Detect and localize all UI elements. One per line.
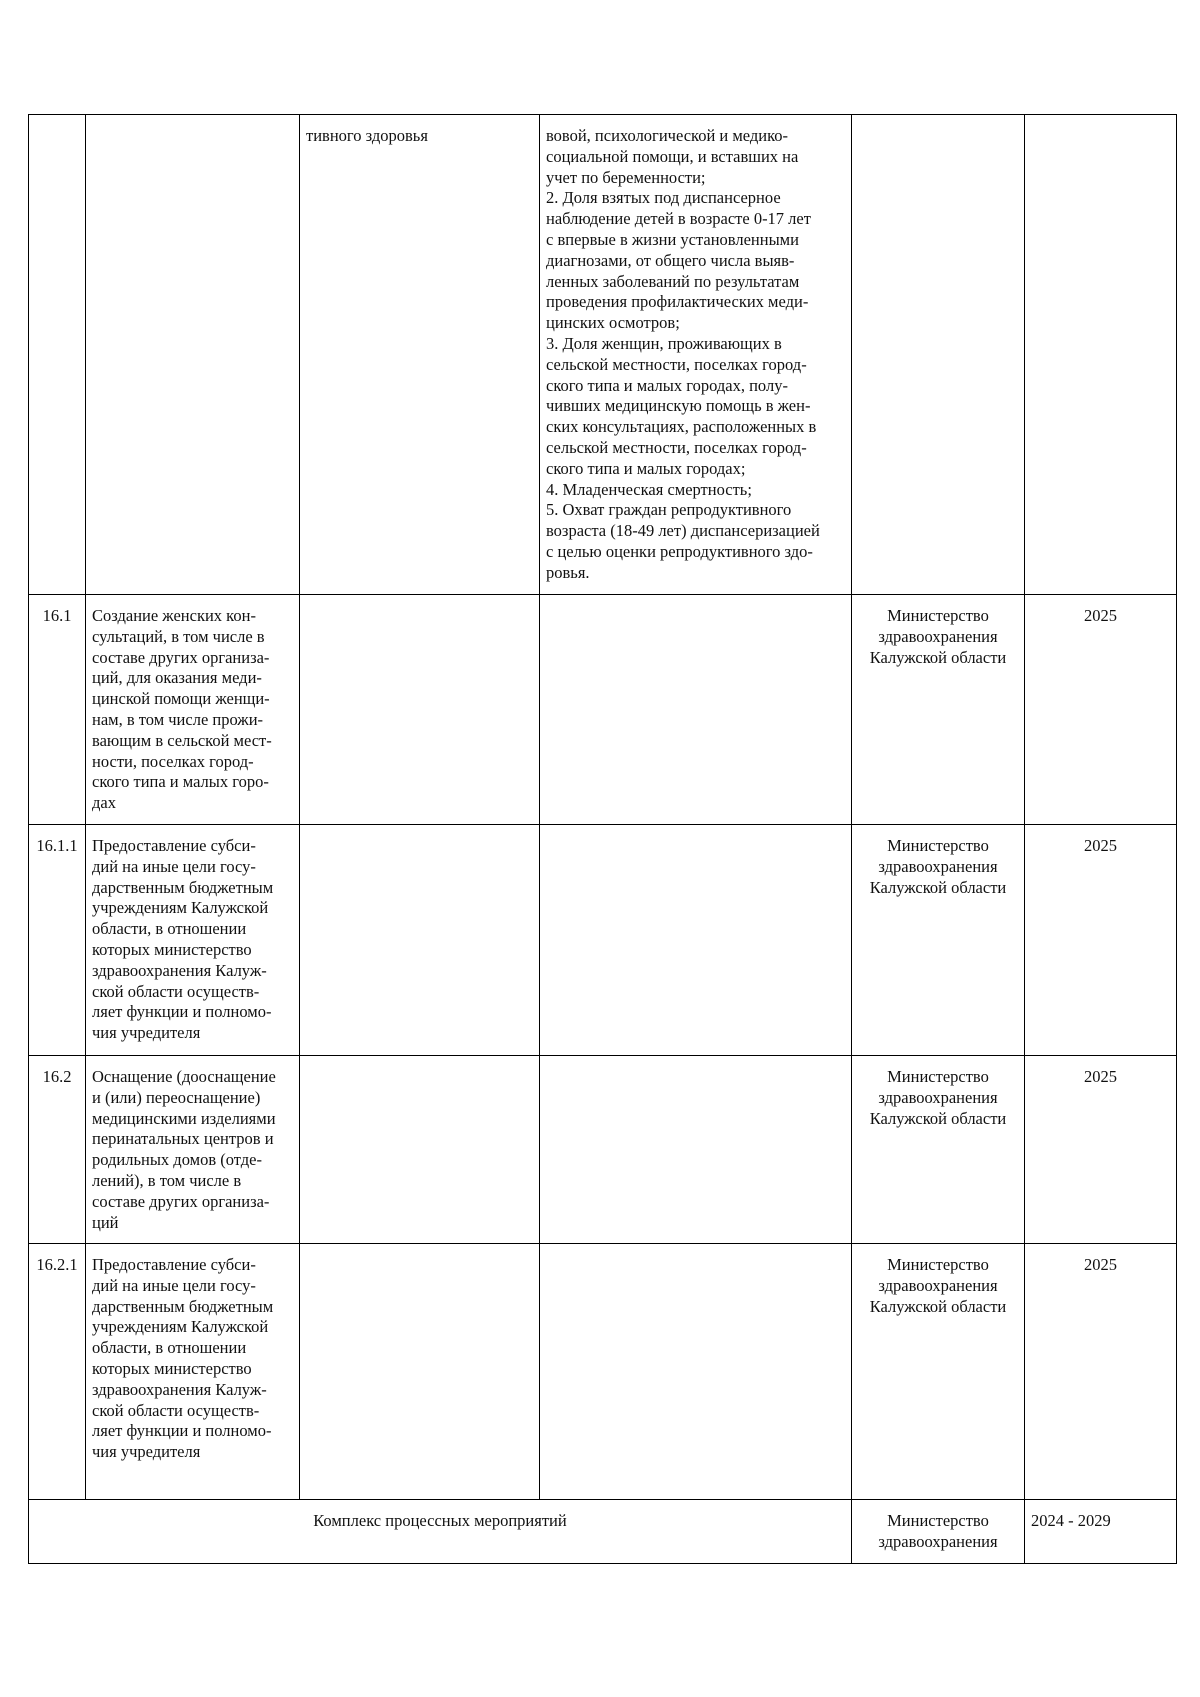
task-cell [86,115,300,595]
complex-title-cell: Комплекс процессных мероприятий [29,1500,852,1564]
result-cell [300,825,540,1056]
task-cell: Оснащение (дооснащение и (или) переоснащение) медицинскими изделиями перинатальных центров и родильных домов (отде- лений), в том числе в составе других организа- ций [86,1056,300,1244]
year-cell: 2025 [1025,1056,1177,1244]
responsible-cell [852,115,1025,595]
num-cell [29,115,86,595]
responsible-cell: Министерство здравоохранения Калужской области [852,1244,1025,1500]
task-cell: Создание женских кон- сультаций, в том числе в составе других организа- ций, для оказания меди- цинской помощи женщи- нам, в том числе прожи- вающим в сельской мест- ности, поселках город- ского типа и малых горо- дах [86,595,300,825]
document-page [28,114,1176,1564]
num-cell: 16.1.1 [29,825,86,1056]
indicators-cell [540,825,852,1056]
indicators-cell [540,1244,852,1500]
result-cell [300,1056,540,1244]
result-cell [300,595,540,825]
year-range-cell: 2024 - 2029 [1025,1500,1177,1564]
indicators-cell [540,595,852,825]
task-cell: Предоставление субси- дий на иные цели госу- дарственным бюджетным учреждениям Калужской области, в отношении которых министерство здравоохранения Калуж- ской области осуществ- ляет функции и полномо- чия учредителя [86,1244,300,1500]
responsible-cell: Министерство здравоохранения Калужской области [852,595,1025,825]
task-cell: Предоставление субси- дий на иные цели госу- дарственным бюджетным учреждениям Калужской области, в отношении которых министерство здравоохранения Калуж- ской области осуществ- ляет функции и полномо- чия учредителя [86,825,300,1056]
responsible-cell: Министерство здравоохранения Калужской области [852,1056,1025,1244]
num-cell: 16.2.1 [29,1244,86,1500]
indicators-cell [540,1056,852,1244]
table-row [29,115,1177,595]
num-cell: 16.1 [29,595,86,825]
indicators-cell: вовой, психологической и медико- социальной помощи, и вставших на учет по беременности; 2. Доля взятых под диспансерное наблюдение детей в возрасте 0-17 лет с впервые в жизни установленными диагнозами, от общего числа выяв- ленных заболеваний по результатам проведения профилактических меди- цинских осмотров; 3. Доля женщин, проживающих в сельской местности, поселках город- ского типа и малых городах, полу- чивших медицинскую помощь в жен- ских консультациях, расположенных в сельской местности, поселках город- ского типа и малых городах; 4. Младенческая смертность; 5. Охват граждан репродуктивного возраста (18-49 лет) диспансеризацией с целью оценки репродуктивного здо- ровья. [540,115,852,595]
table-row [29,825,1177,1056]
table-row [29,1056,1177,1244]
num-cell: 16.2 [29,1056,86,1244]
table-row [29,1500,1177,1564]
result-cell: тивного здоровья [300,115,540,595]
table-row [29,595,1177,825]
responsible-cell: Министерство здравоохранения Калужской области [852,825,1025,1056]
table-row [29,1244,1177,1500]
year-cell [1025,115,1177,595]
measures-table [28,114,1177,1564]
year-cell: 2025 [1025,1244,1177,1500]
responsible-cell: Министерство здравоохранения [852,1500,1025,1564]
year-cell: 2025 [1025,825,1177,1056]
year-cell: 2025 [1025,595,1177,825]
result-cell [300,1244,540,1500]
